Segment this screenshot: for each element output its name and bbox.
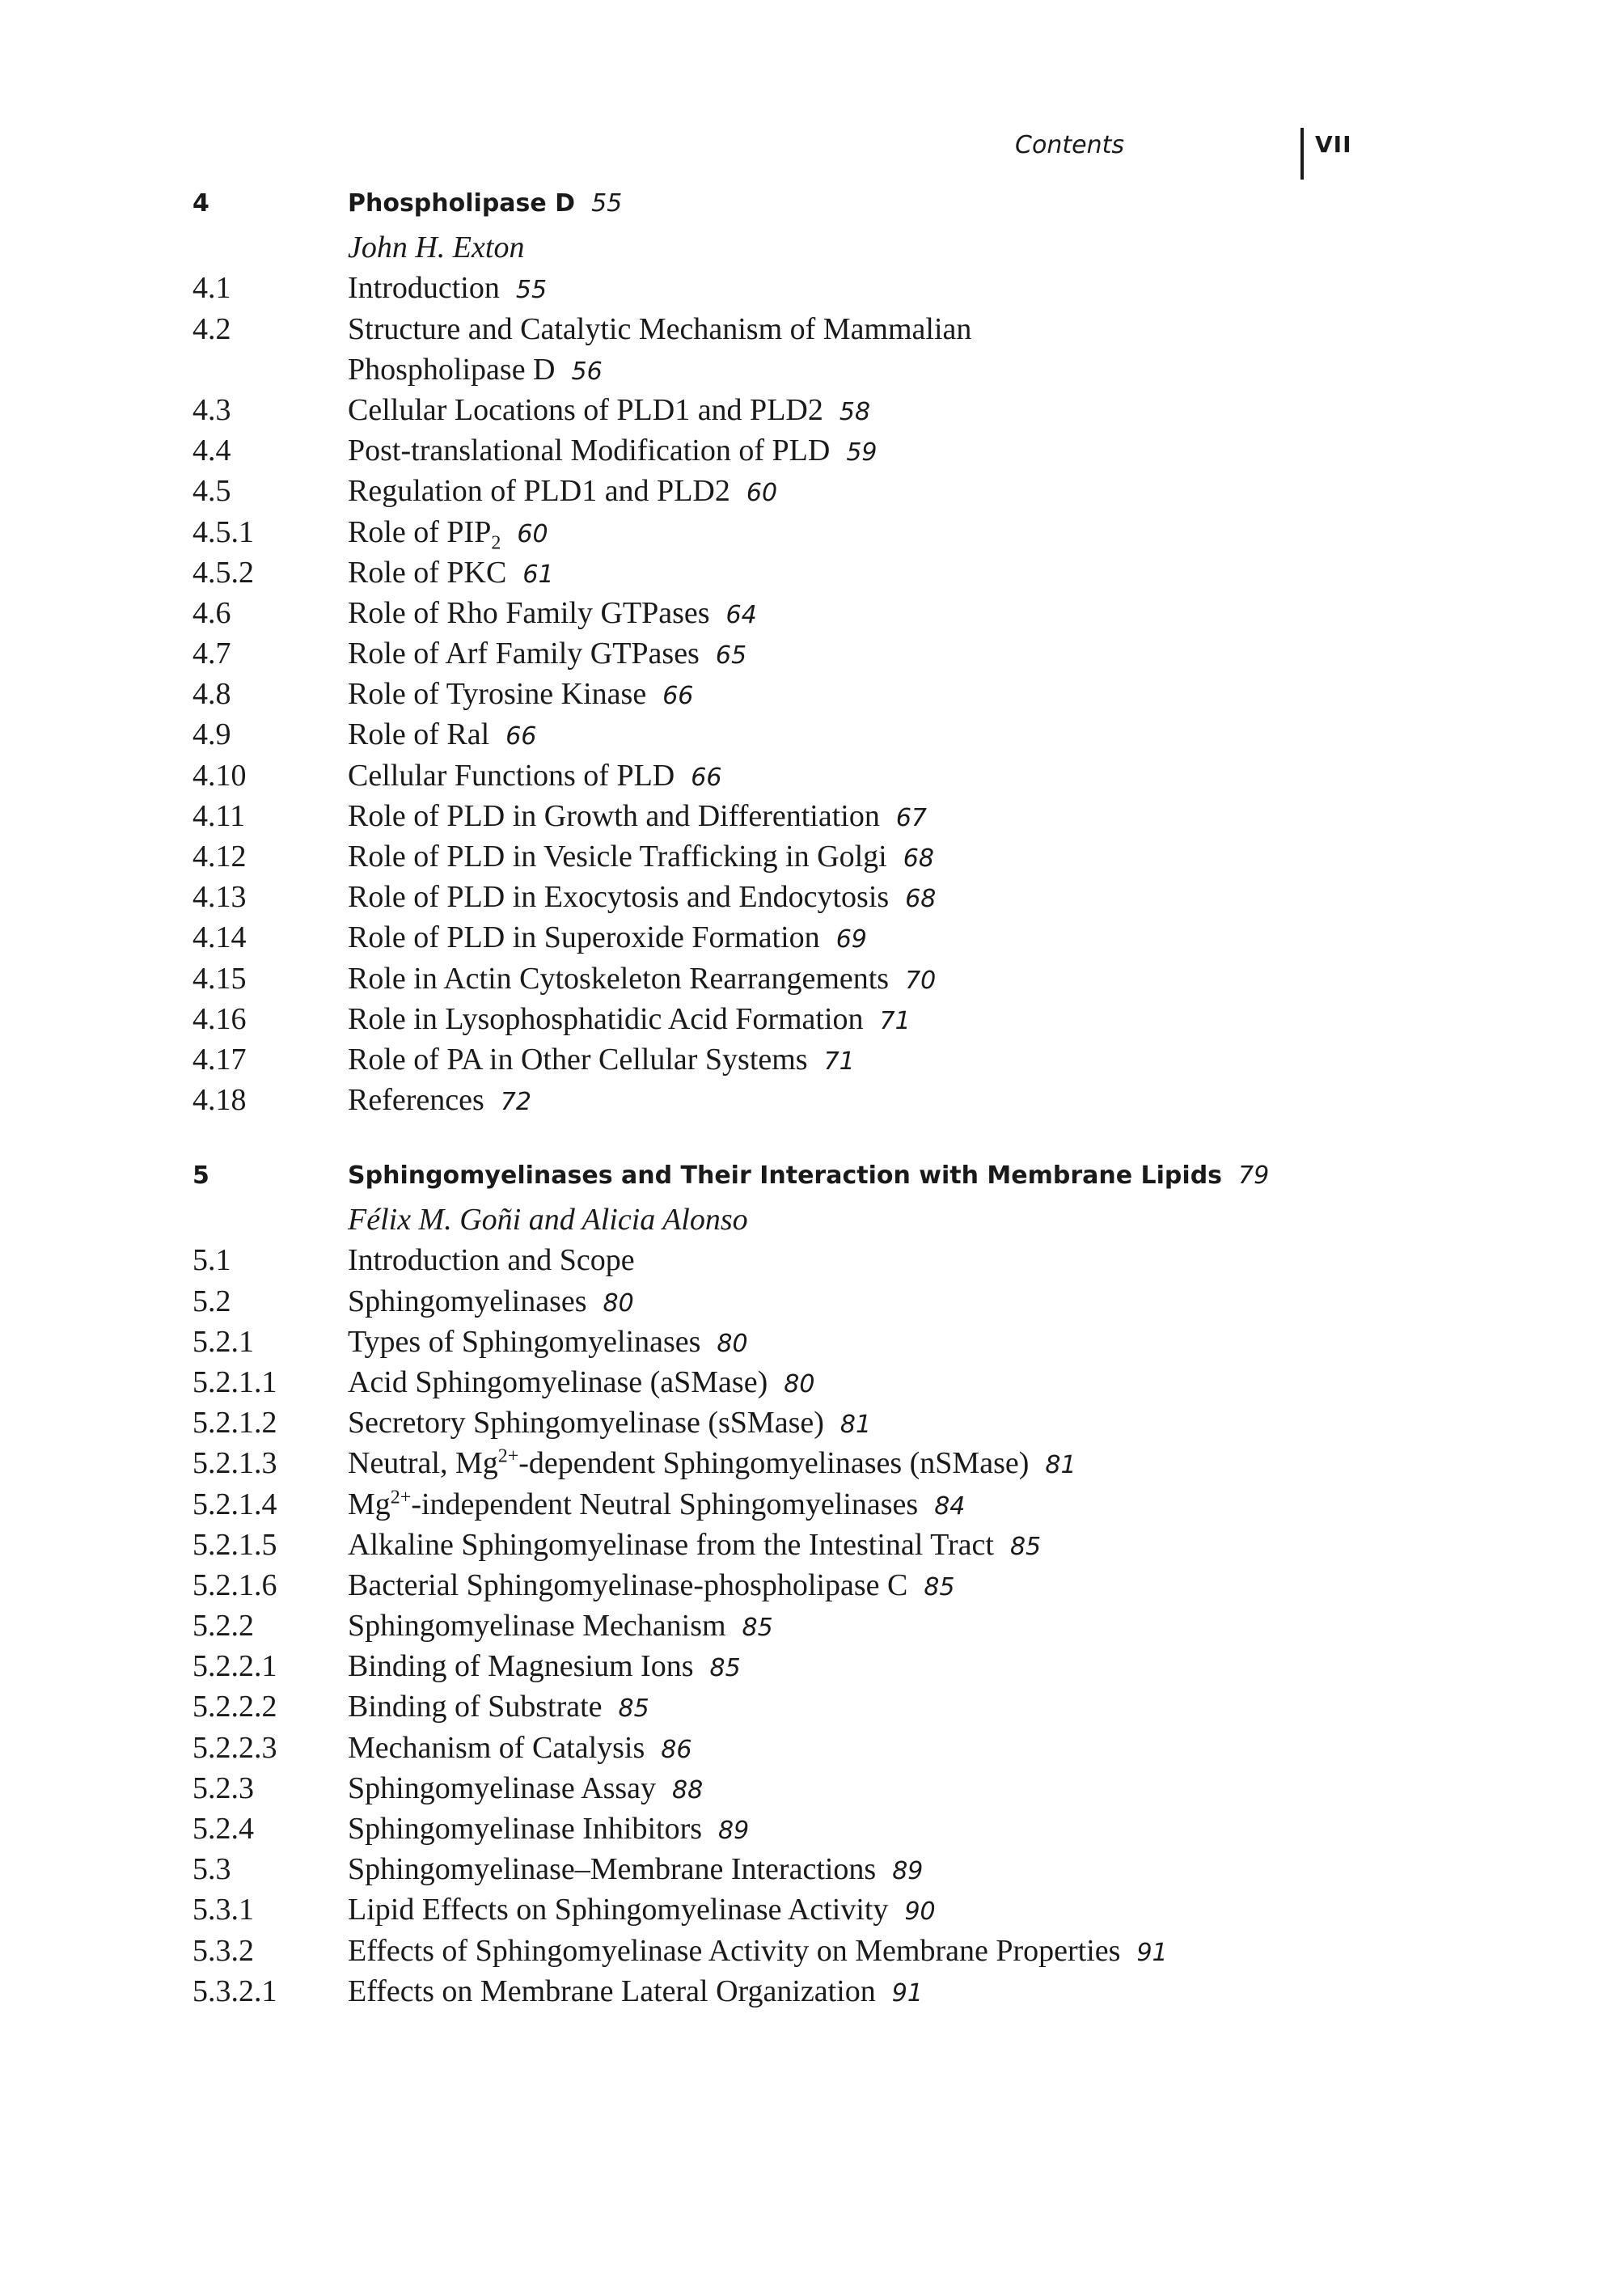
toc-entry[interactable]: [192, 270, 1454, 311]
toc-entry-continuation[interactable]: [192, 352, 1454, 392]
entry-page: 85: [618, 1694, 649, 1724]
toc-chapter-4: [192, 189, 1454, 1123]
entry-page: 65: [715, 641, 747, 671]
entry-page: 80: [717, 1329, 748, 1358]
entry-number: 4.14: [192, 920, 247, 955]
toc-entry[interactable]: [192, 1364, 1454, 1405]
entry-page: 72: [500, 1088, 531, 1117]
entry-page: 89: [718, 1817, 750, 1845]
entry-title: Lipid Effects on Sphingomyelinase Activity: [348, 1893, 889, 1927]
entry-number: 5.2.2.3: [192, 1730, 277, 1765]
toc-entry[interactable]: [192, 717, 1454, 757]
entry-title: Role of PLD in Vesicle Trafficking in Golgi: [348, 840, 887, 874]
toc-chapter-5: [192, 1161, 1454, 2014]
running-head-rule: [1300, 128, 1304, 180]
entry-page: 86: [661, 1735, 692, 1764]
chapter-title: Sphingomyelinases and Their Interaction with Membrane Lipids: [348, 1161, 1223, 1190]
entry-page: 81: [1045, 1451, 1076, 1480]
entry-number: 4.15: [192, 961, 247, 996]
entry-page: 66: [505, 722, 537, 751]
entry-number: 4.11: [192, 798, 246, 833]
toc-entry[interactable]: [192, 839, 1454, 879]
toc-entry[interactable]: [192, 920, 1454, 960]
entry-title: Sphingomyelinase Assay: [348, 1771, 657, 1805]
toc-entry[interactable]: [192, 595, 1454, 636]
chapter-heading[interactable]: [192, 1161, 1454, 1202]
entry-number: 4.18: [192, 1083, 247, 1118]
toc-entry[interactable]: [192, 1445, 1454, 1486]
entry-title: Role of PLD in Growth and Differentiation: [348, 798, 880, 833]
entry-number: 4.12: [192, 840, 247, 874]
entry-page: 85: [924, 1572, 955, 1601]
entry-title: Cellular Locations of PLD1 and PLD2: [348, 392, 823, 427]
toc-entry[interactable]: [192, 392, 1454, 433]
chapter-heading[interactable]: [192, 189, 1454, 230]
entry-title: Effects of Sphingomyelinase Activity on Membrane Properties: [348, 1933, 1121, 1968]
toc-entry[interactable]: [192, 1730, 1454, 1771]
entry-page: 90: [904, 1897, 936, 1927]
chapter-authors: [192, 1202, 1454, 1242]
chapter-page: 79: [1238, 1161, 1270, 1190]
entry-page: 84: [934, 1491, 966, 1521]
entry-title: Role in Actin Cytoskeleton Rearrangements: [348, 961, 890, 996]
entry-title: $Mg^{2+}$-independent Neutral Sphingomyelinases: [348, 1486, 919, 1521]
toc-entry[interactable]: [192, 1608, 1454, 1648]
toc-entry[interactable]: [192, 1082, 1454, 1123]
entry-title: Alkaline Sphingomyelinase from the Intestinal Tract: [348, 1527, 994, 1562]
entry-number: 4.9: [192, 717, 231, 752]
entry-page: 88: [672, 1775, 704, 1804]
entry-title: References: [348, 1083, 484, 1118]
chapter-title: Phospholipase D: [348, 189, 576, 218]
entry-title: Secretory Sphingomyelinase (sSMase): [348, 1406, 824, 1441]
chapter-number: 5: [192, 1161, 209, 1190]
entry-number: 5.2.1.5: [192, 1527, 277, 1562]
entry-title: Cellular Functions of PLD: [348, 758, 675, 793]
entry-number: 4.7: [192, 637, 231, 671]
toc-entry[interactable]: [192, 433, 1454, 473]
toc-entry[interactable]: [192, 879, 1454, 920]
entry-title: Binding of Magnesium Ions: [348, 1649, 694, 1684]
entry-page: 68: [905, 885, 937, 914]
entry-title: Bacterial Sphingomyelinase-phospholipase C: [348, 1567, 908, 1602]
authors-text: John H. Exton: [348, 231, 525, 265]
toc-entry[interactable]: [192, 1892, 1454, 1932]
entry-page: 59: [846, 438, 878, 467]
toc-entry[interactable]: [192, 473, 1454, 514]
entry-number: 5.3.1: [192, 1893, 254, 1927]
toc-entry[interactable]: [192, 1689, 1454, 1729]
entry-number: 5.2.1.4: [192, 1487, 277, 1521]
entry-page: 66: [662, 682, 694, 711]
entry-page: 68: [903, 844, 934, 873]
toc-entry[interactable]: [192, 311, 1454, 352]
entry-number: 5.2.1.6: [192, 1567, 277, 1602]
entry-number: 4.1: [192, 271, 231, 306]
entry-number: 5.2.3: [192, 1771, 254, 1805]
entry-title: Role of PLD in Exocytosis and Endocytosis: [348, 880, 890, 915]
toc-entry[interactable]: [192, 1933, 1454, 1974]
entry-title: Role of PKC: [348, 555, 507, 590]
entry-title: Sphingomyelinase Inhibitors: [348, 1812, 703, 1846]
toc-entry[interactable]: [192, 1851, 1454, 1892]
toc-entry[interactable]: [192, 1242, 1454, 1283]
entry-title: Neutral, $Mg^{2+}$-dependent Sphingomyelinases (nSMase): [348, 1445, 1030, 1481]
entry-number: 5.3.2.1: [192, 1974, 277, 2008]
entry-page: 85: [1009, 1532, 1042, 1561]
entry-number: 5.3.2: [192, 1933, 254, 1968]
entry-title: Post-translational Modification of PLD: [348, 434, 831, 468]
toc-entry[interactable]: [192, 1527, 1454, 1567]
entry-title-continued: Phospholipase D: [348, 352, 556, 387]
entry-number: 5.2.2.2: [192, 1690, 277, 1724]
entry-title: Structure and Catalytic Mechanism of Mammalian: [348, 311, 972, 346]
entry-number: 5.2: [192, 1284, 231, 1318]
toc-entry[interactable]: [192, 758, 1454, 798]
entry-page: 91: [891, 1978, 923, 2007]
entry-title: Introduction and Scope: [348, 1243, 635, 1278]
entry-number: 5.2.1: [192, 1324, 254, 1359]
entry-title: Role of Rho Family GTPases: [348, 595, 710, 630]
entry-page: 91: [1136, 1938, 1168, 1967]
entry-page: 67: [895, 803, 928, 832]
chapter-authors: [192, 230, 1454, 270]
entry-number: 4.16: [192, 1001, 247, 1036]
entry-number: 4.17: [192, 1042, 247, 1077]
entry-page: 60: [746, 479, 778, 508]
entry-title: Acid Sphingomyelinase (aSMase): [348, 1364, 768, 1399]
entry-page: 66: [691, 763, 722, 792]
entry-number: 5.2.2.1: [192, 1649, 277, 1684]
toc-entry[interactable]: [192, 1771, 1454, 1811]
toc-entry[interactable]: [192, 676, 1454, 717]
entry-title: Mechanism of Catalysis: [348, 1730, 645, 1765]
entry-number: 5.2.1.3: [192, 1446, 277, 1481]
toc-entry[interactable]: [192, 1648, 1454, 1689]
entry-page: 55: [515, 276, 548, 305]
entry-number: 4.5.1: [192, 514, 254, 549]
entry-number: 4.6: [192, 595, 231, 630]
entry-title: Role of $PIP_2$: [348, 514, 501, 554]
toc-entry[interactable]: [192, 1811, 1454, 1851]
toc-entry[interactable]: [192, 555, 1454, 595]
entry-number: 4.13: [192, 880, 247, 915]
entry-number: 4.3: [192, 392, 231, 427]
entry-number: 5.2.1.2: [192, 1406, 277, 1441]
toc-entry[interactable]: [192, 1405, 1454, 1445]
toc-entry[interactable]: [192, 1042, 1454, 1082]
entry-title: Role of PLD in Superoxide Formation: [348, 920, 820, 955]
entry-title: Types of Sphingomyelinases: [348, 1324, 701, 1359]
entry-page: 69: [835, 925, 867, 954]
authors-text: Félix M. Goñi and Alicia Alonso: [348, 1203, 748, 1237]
entry-page: 85: [742, 1614, 773, 1643]
entry-number: 4.5.2: [192, 555, 254, 590]
entry-page: 80: [784, 1369, 815, 1398]
entry-page: 80: [603, 1288, 634, 1318]
toc-entry[interactable]: [192, 1324, 1454, 1364]
entry-title: Sphingomyelinases: [348, 1284, 587, 1318]
entry-page: 61: [522, 560, 554, 589]
entry-title: Sphingomyelinase–Membrane Interactions: [348, 1852, 877, 1887]
toc-entry[interactable]: [192, 1567, 1454, 1608]
entry-page: 70: [905, 966, 937, 995]
entry-number: 4.5: [192, 474, 231, 509]
entry-title: Role of Arf Family GTPases: [348, 637, 700, 671]
toc-entry[interactable]: [192, 1001, 1454, 1042]
entry-number: 4.2: [192, 311, 231, 346]
toc-entry[interactable]: [192, 1974, 1454, 2014]
entry-number: 4.8: [192, 677, 231, 712]
entry-page: 56: [571, 357, 603, 386]
entry-page: 81: [839, 1411, 872, 1440]
entry-title: Role of Ral: [348, 717, 490, 752]
entry-title: Role of Tyrosine Kinase: [348, 677, 647, 712]
entry-number: 4.10: [192, 758, 247, 793]
toc-entry[interactable]: [192, 798, 1454, 839]
toc-entry[interactable]: [192, 514, 1454, 555]
running-head-label: Contents: [1015, 131, 1124, 159]
entry-title: Binding of Substrate: [348, 1690, 603, 1724]
entry-title: Role of PA in Other Cellular Systems: [348, 1042, 808, 1077]
entry-title: Effects on Membrane Lateral Organization: [348, 1974, 876, 2008]
entry-page: 64: [725, 600, 757, 629]
entry-page: 60: [517, 519, 548, 548]
chapter-page: 55: [591, 189, 623, 218]
toc-entry[interactable]: [192, 636, 1454, 676]
entry-title: Regulation of PLD1 and PLD2: [348, 474, 730, 509]
entry-page: 89: [892, 1857, 924, 1886]
entry-page: 58: [839, 397, 871, 426]
chapter-number: 4: [192, 189, 209, 218]
entry-title: Sphingomyelinase Mechanism: [348, 1609, 726, 1644]
entry-number: 5.1: [192, 1243, 231, 1278]
toc-entry[interactable]: [192, 1487, 1454, 1527]
entry-page: 85: [709, 1654, 741, 1683]
entry-title: Role in Lysophosphatidic Acid Formation: [348, 1001, 864, 1036]
entry-title: Introduction: [348, 271, 500, 306]
toc-entry[interactable]: [192, 961, 1454, 1001]
entry-number: 5.3: [192, 1852, 231, 1887]
entry-page: 71: [879, 1006, 911, 1035]
entry-page: 71: [823, 1047, 855, 1076]
toc-entry[interactable]: [192, 1284, 1454, 1324]
entry-number: 4.4: [192, 434, 231, 468]
entry-number: 5.2.4: [192, 1812, 254, 1846]
entry-number: 5.2.2: [192, 1609, 254, 1644]
page-number: VII: [1315, 131, 1352, 158]
entry-number: 5.2.1.1: [192, 1364, 277, 1399]
